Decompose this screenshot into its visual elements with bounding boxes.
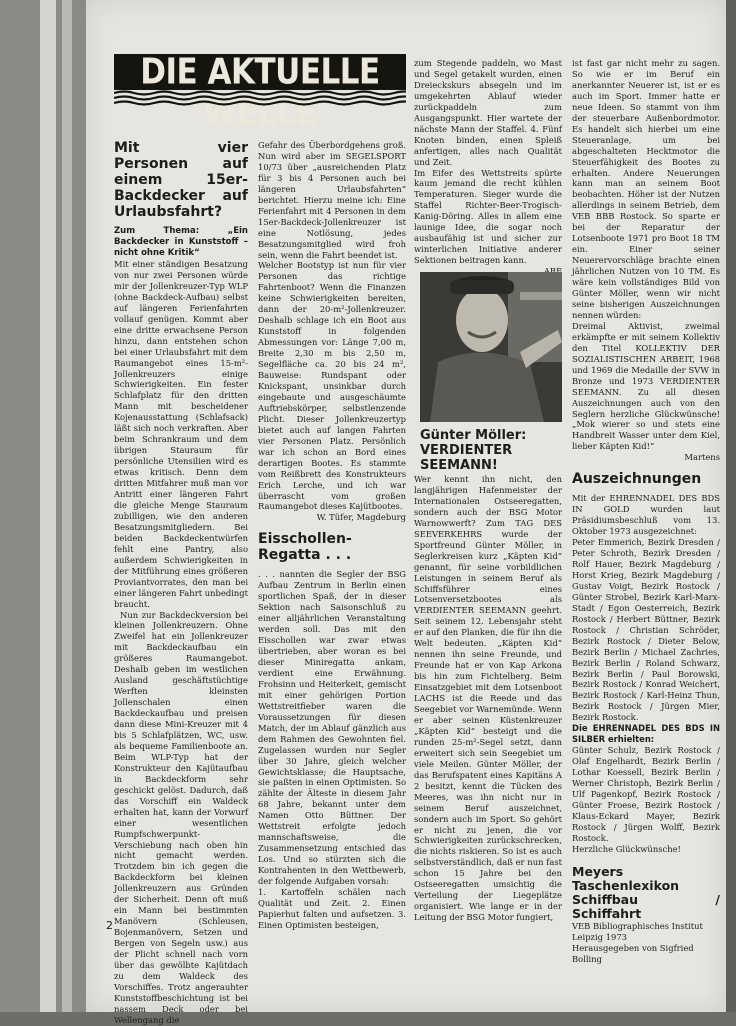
edge-strip <box>40 0 56 1012</box>
article1-body-part2: Nun zur Backdeckversion bei kleinen Jollenkreuzern. Ohne Zweifel hat ein Jollenkreuzer mit Backdeckaufbau ein größeres Raumangebot. Deshalb geben im westlichen Ausland geschäftstüchtige Werften kleinsten Jollenschalen einen Backdeckaufbau und preisen dann diese Mini-Kreuzer mit 4 bis 5 Schlafplätzen, WC, usw. als bequeme Familienboote an. Beim WLP-Typ hat der Konstrukteur den Kajütaufbau in Backdeckform sehr geschickt gelöst. Dadurch, daß das Vorschiff ein Waldeck erhalten hat, kann der Vorwurf einer wesentlichen Rumpfschwerpunkt-Verschiebung nach oben hin nicht gemacht werden. Trotzdem bin ich gegen die Backdeckform bei kleinen Jollenkreuzern aus Gründen der Sicherheit. Denn oft muß ein Mann bei bestimmten Manövern (Schleusen, Bojenmanövern, Setzen und Bergen von Segeln usw.) aus der Plicht schnell nach vorn über das gewölbte Kajütdach zu dem Waldeck des Vorschiffes. Trotz angerauhter Kunststoffbeschichtung ist bei nassem Deck oder bei Wellengang die <box>114 609 248 1025</box>
edge-strip-inner <box>62 0 72 1012</box>
article4-silver-intro: Die EHRENNADEL DES BDS IN SILBER erhielten: <box>572 723 720 745</box>
portrait-illustration <box>420 272 562 422</box>
article4-silver-list: Günter Schulz, Bezirk Rostock / Olaf Engelhardt, Bezirk Berlin / Lothar Koessell, Bezirk Berlin / Werner Christoph, Bezirk Berlin / Ulf Pagenkopf, Bezirk Rostock / Günter Froese, Bezirk Rostock / Klaus-Eckard Mayer, Bezirk Rostock / Jürgen Wolff, Bezirk Rostock. <box>572 745 720 843</box>
article2-body-part4: Im Eifer des Wettstreits spürte kaum jemand die recht kühlen Temperaturen. Sieger wurde die Staffel Richter-Beer-Trogisch-Kanig-Döring. Alles in allem eine launige Idee, die sogar noch ausbaufähig ist und sicher zur winterlichen Initiative anderer Sektionen beitragen kann. <box>414 167 562 266</box>
column-3-lower <box>414 474 562 923</box>
article1-topic: Zum Thema: „Ein Backdecker in Kunststoff – nicht ohne Kritik“ <box>114 226 248 258</box>
page-edge-left <box>0 0 86 1012</box>
article1-signature: W. Tüfer, Magdeburg <box>316 512 406 523</box>
article5-editor: Herausgegeben von Sigfried Bolling <box>572 942 694 964</box>
page-number: 2 <box>106 919 113 932</box>
article1-body-part4: Welcher Bootstyp ist nun für vier Personen das richtige Fahrtenboot? Wenn die Finanzen keine Schwierigkeiten bereiten, dann der 20-m²-Jollenkreuzer. Deshalb schlage ich ein Boot aus Kunststoff in folgenden Abmessungen vor: Länge 7,00 m, Breite 2,30 m bis 2,50 m, Segelfläche ca. 20 bis 24 m², Bauweise: Rundspant oder Knickspant, unsinkbar durch eingebaute und ausgeschäumte Auftriebskörper, selbstlenzende Plicht. Dieser Jollenkreuzertyp bietet auch auf langen Fahrten vier Personen Platz. Persönlich war ich schon an Bord eines derartigen Bootes. Es stammte vom Reißbrett des Konstrukteurs Erich Lerche, und ich war überrascht vom großen Raumangebot dieses Kajütbootes. <box>258 260 406 512</box>
article5-headline: Meyers Taschenlexikon Schiffbau / Schiffahrt <box>572 863 720 921</box>
logo-text: DIE AKTUELLE WELLE <box>140 51 380 135</box>
article4-intro: Mit der EHRENNADEL DES BDS IN GOLD wurden laut Präsidiumsbeschluß vom 13. Oktober 1973 ausgezeichnet: <box>572 493 720 537</box>
column-2 <box>258 140 406 931</box>
article2-body-part2: 1. Kartoffeln schälen nach Qualität und Zeit. 2. Einen Papierhut falten und aufsetzen. 3. Einen Optimisten besteigen, <box>258 887 406 930</box>
article1-body-part1: Mit einer ständigen Besatzung von nur zwei Personen würde mir der Jollenkreuzer-Typ WLP (ohne Backdeck-Aufbau) selbst auf längeren Ferienfahrten vollauf genügen. Kommt aber eine dritte erwachsene Person hinzu, dann entstehen schon bei einer Urlaubsfahrt mit dem Raumangebot eines 15-m²-Jollenkreuzers einige Schwierigkeiten. Ein fester Schlafplatz für den dritten Mann mit bescheidener Kojenausstattung (Schlafsack) läßt sich noch verkraften. Aber beim Schrankraum und dem übrigen Stauraum für persönliche Utensilien wird es etwas kritisch. Denn dem dritten Mitfahrer muß man vor Antritt einer längeren Fahrt die gleiche Menge Stauraum zubilligen, wie den anderen Besatzungsmitgliedern. Bei beiden Backdeckentwürfen fehlt eine Pantry, also außerdem Schwierigkeiten in der Mitführung eines größeren Proviantvorrates, den man bei einer längeren Fahrt unbedingt braucht. <box>114 259 248 609</box>
column-1 <box>114 140 248 1026</box>
column-4 <box>572 58 720 965</box>
article4-closing: Herzliche Glückwünsche! <box>572 843 681 854</box>
article4-gold-list: Peter Emmerich, Bezirk Dresden / Peter Schroth, Bezirk Dresden / Rolf Hauer, Bezirk Magdeburg / Horst Krieg, Bezirk Magdeburg / Gustav Voigt, Bezirk Rostock / Günter Strobel, Bezirk Karl-Marx-Stadt / Egon Oesterreich, Bezirk Rostock / Herbert Büttner, Bezirk Rostock / Christian Schröder, Bezirk Rostock / Dieter Below, Bezirk Berlin / Michael Zachries, Bezirk Berlin / Roland Schwarz, Bezirk Berlin / Paul Borowski, Bezirk Rostock / Konrad Weichert, Bezirk Rostock / Karl-Heinz Thun, Bezirk Rostock / Jürgen Mier, Bezirk Rostock. <box>572 537 720 723</box>
article2-body-part1: . . . nannten die Segler der BSG Aufbau Zentrum in Berlin einen sportlichen Spaß, der in dieser Sektion nach Saisonschluß zu einer alljährlichen Veranstaltung werden soll. Das mit den Eisschollen war zwar etwas übertrieben, aber woran es bei dieser Miniregatta ankam, verdient eine Erwähnung. Frohsinn und Heiterkeit, gemischt mit einer gehörigen Portion Wettstreitfieber waren die Voraussetzungen für diesen Match, der im Ablauf gänzlich aus dem Rahmen des Gewohnten fiel. Zugelassen wurden nur Segler über 30 Jahre, gleich welcher Gewichtsklasse; die Hauptsache, sie paßten in einen Optimisten. So zählte der Älteste in diesem Jahr 68 Jahre, bekannt unter dem Namen Otto Büttner. Der Wettstreit erfolgte jedoch mannschaftsweise, die Zusammensetzung entschied das Los. Und so stürzten sich die Kontrahenten in den Wettbewerb, der folgende Aufgaben vorsah: <box>258 569 406 887</box>
photo-caption: Günter Möller: VERDIENTER SEEMANN! <box>420 428 527 473</box>
article5-publisher: VEB Bibliographisches Institut Leipzig 1973 <box>572 920 703 942</box>
article4-headline: Auszeichnungen <box>572 471 702 488</box>
article1-headline: Mit vier Personen auf einem 15er-Backdecker auf Urlaubsfahrt? <box>114 140 248 220</box>
article3-body-part1: Wer kennt ihn nicht, den langjährigen Hafenmeister der Internationalen Ostseeregatten, sondern auch der BSG Motor Warnowwerft? Zum TAG DES SEEVERKEHRS wurde der Sportfreund Günter Möller, in Seglerkreisen kurz „Käpten Kid“ genannt, für seine vorbildlichen Leistungen in seinem Beruf als Schiffsführer eines Lotsenversetzbootes als VERDIENTER SEEMANN geehrt. Seit seinem 12. Lebensjahr steht er auf den Planken, die für ihn die Welt bedeuten. „Käpten Kid“ nennen ihn seine Freunde, und Freunde hat er von Kap Arkona bis hin zum Fichtelberg. Beim Einsatzgebiet mit dem Lotsenboot LACHS ist die Reede und das Seegebiet vor Warnemünde. Wenn er aber seinen Küstenkreuzer „Käpten Kid“ besteigt und die runden 25-m²-Segel setzt, dann erweitert sich sein Seegebiet um viele Meilen. Günter Möller, der das Berufspatent eines Kapitäns A 2 besitzt, kennt die Tücken des Meeres, was ihn nicht nur in seinem Beruf auszeichnet, sondern auch im Sport. So gehört er nicht zu jenen, die vor Schwierigkeiten zurückschrecken, die nichts riskieren. So ist es auch selbstverständlich, daß er nun fast schon 15 Jahre bei den Ostseeregatten umsichtig die Verteilung der Liegeplätze organisiert. Wie lange er in der Leitung der BSG Motor fungiert, <box>414 474 562 923</box>
wave-graphic <box>114 90 406 106</box>
article1-body-part3: Gefahr des Überbordgehens groß. Nun wird aber im SEGELSPORT 10/73 über „ausreichenden Platz für 3 bis 4 Personen auch bei längeren Urlaubsfahrten“ berichtet. Hierzu meine ich: Eine Ferienfahrt mit 4 Personen in dem 15er-Backdeck-Jollenkreuzer ist eine Notlösung, jedes Besatzungsmitglied wird froh sein, wenn die Fahrt beendet ist. <box>258 140 406 260</box>
article2-body-part3: zum Stegende paddeln, wo Mast und Segel getakelt wurden, einen Dreieckskurs absegeln und im umgekehrten Ablauf wieder zurückpaddeln zum Ausgangspunkt. Hier wartete der nächste Mann der Staffel. 4. Fünf Knoten binden, einen Spleiß anfertigen, alles nach Qualität und Zeit. <box>414 58 562 167</box>
article2-headline: Eisschollen-Regatta . . . <box>258 531 352 564</box>
portrait-photo <box>420 272 562 422</box>
article3-body-part3: Dreimal Aktivist, zweimal erkämpfte er mit seinem Kollektiv den Titel KOLLEKTIV DER SOZIALISTISCHEN ARBEIT, 1968 und 1969 die Medaille der SVW in Bronze und 1973 VERDIENTER SEEMANN. Zu all diesen Auszeichnungen auch von den Seglern herzliche Glückwünsche! „Mok wierer so und stets eine Handbreit Wasser unter dem Kiel, lieber Käpten Kid!“ <box>572 320 720 452</box>
section-logo <box>114 46 406 135</box>
article3-body-part2: ist fast gar nicht mehr zu sagen. So wie er im Beruf ein anerkannter Neuerer ist, ist er es auch im Sport. Immer hatte er neue Ideen. So stammt von ihm der steuerbare Außenbordmotor. Es handelt sich hierbei um eine Steueranlage, um bei abgeschalteten Hecktmotor die Steuerfähigkeit des Bootes zu erhalten. Andere Neuerungen kann man an seinem Boot beobachten. Höher ist der Nutzen allerdings in seinem Betrieb, dem VEB BBB Rostock. So sparte er bei der Reparatur der Lotsenboote 1971 pro Boot 18 TM ein. Einer seiner Neuerervorschläge brachte einen jährlichen Nutzen von 10 TM. Es wäre kein vollständiges Bild von Günter Möller, wenn wir nicht seine bisherigen Auszeichnungen nennen würden: <box>572 58 720 320</box>
article3-signature: Martens <box>684 452 720 463</box>
page-edge-right <box>726 0 736 1012</box>
column-3 <box>414 58 562 277</box>
